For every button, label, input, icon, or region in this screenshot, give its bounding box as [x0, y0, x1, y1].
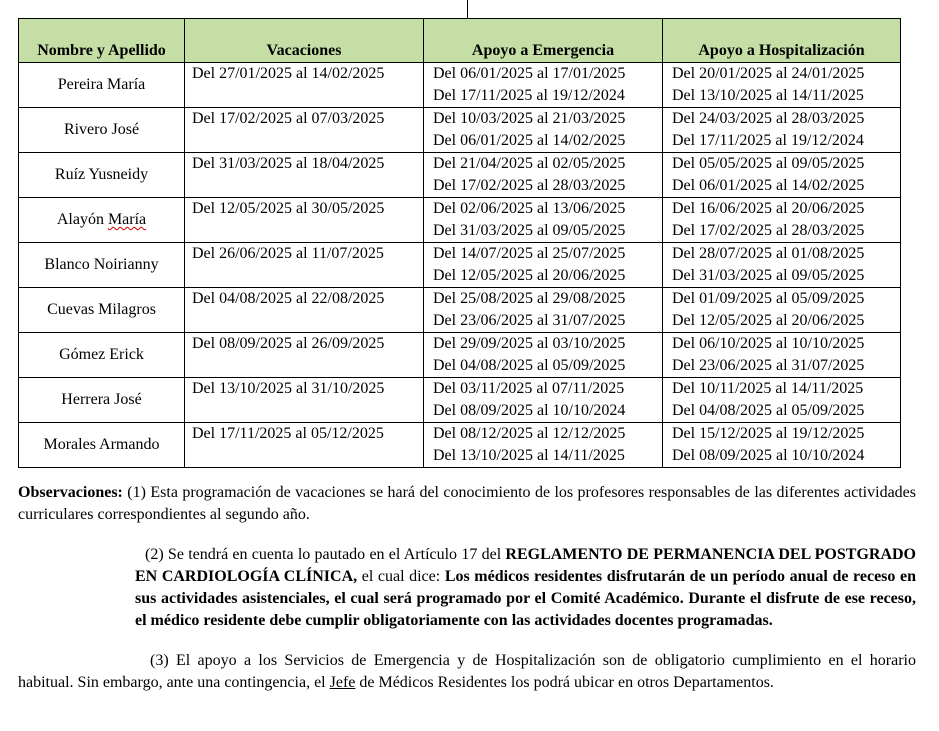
row-emergencia: Del 08/12/2025 al 12/12/2025 Del 13/10/2025 al 14/11/2025	[424, 423, 663, 468]
header-emergencia: Apoyo a Emergencia	[424, 19, 663, 63]
schedule-table	[18, 18, 901, 468]
row-emergencia: Del 10/03/2025 al 21/03/2025 Del 06/01/2025 al 14/02/2025	[424, 108, 663, 153]
observation-3: (3) El apoyo a los Servicios de Emergencia y de Hospitalización son de obligatorio cumplimiento en el horario habitual. Sin embargo, ante una contingencia, el Jefe de Médicos Residentes los podrá ubicar en otros Departamentos.	[18, 652, 916, 691]
regulation-quote: Los médicos residentes disfrutarán de un período anual de receso en sus actividades asistenciales, el cual será programado por el Comité Académico. Durante el disfrute de ese receso, el médico residente debe cumplir obligatoriamente con las actividades docentes programadas.	[135, 568, 916, 629]
row-vacaciones: Del 31/03/2025 al 18/04/2025	[185, 153, 424, 198]
row-name: Ruíz Yusneidy	[19, 153, 185, 198]
table-header-row	[19, 19, 901, 63]
spellcheck-underline: María	[107, 211, 147, 228]
top-divider-line	[467, 0, 468, 18]
row-vacaciones: Del 26/06/2025 al 11/07/2025	[185, 243, 424, 288]
row-name: Blanco Noirianny	[19, 243, 185, 288]
header-vacaciones: Vacaciones	[185, 19, 424, 63]
row-hospitalizacion: Del 06/10/2025 al 10/10/2025 Del 23/06/2025 al 31/07/2025	[663, 333, 901, 378]
header-name: Nombre y Apellido	[19, 19, 185, 63]
table-row	[19, 423, 901, 468]
table-row	[19, 243, 901, 288]
header-hospitalizacion: Apoyo a Hospitalización	[663, 19, 901, 63]
row-vacaciones: Del 17/11/2025 al 05/12/2025	[185, 423, 424, 468]
regulation-title: REGLAMENTO DE PERMANENCIA DEL POSTGRADO EN CARDIOLOGÍA CLÍNICA,	[135, 546, 916, 585]
row-emergencia: Del 03/11/2025 al 07/11/2025 Del 08/09/2025 al 10/10/2024	[424, 378, 663, 423]
row-name: Gómez Erick	[19, 333, 185, 378]
row-name: Alayón María	[19, 198, 185, 243]
row-emergencia: Del 06/01/2025 al 17/01/2025 Del 17/11/2025 al 19/12/2024	[424, 63, 663, 108]
row-hospitalizacion: Del 05/05/2025 al 09/05/2025 Del 06/01/2025 al 14/02/2025	[663, 153, 901, 198]
table-row	[19, 108, 901, 153]
row-hospitalizacion: Del 01/09/2025 al 05/09/2025 Del 12/05/2025 al 20/06/2025	[663, 288, 901, 333]
row-hospitalizacion: Del 24/03/2025 al 28/03/2025 Del 17/11/2025 al 19/12/2024	[663, 108, 901, 153]
row-emergencia: Del 29/09/2025 al 03/10/2025 Del 04/08/2025 al 05/09/2025	[424, 333, 663, 378]
row-emergencia: Del 14/07/2025 al 25/07/2025 Del 12/05/2025 al 20/06/2025	[424, 243, 663, 288]
row-name: Cuevas Milagros	[19, 288, 185, 333]
jefe-underlined: Jefe	[329, 674, 356, 691]
row-name: Herrera José	[19, 378, 185, 423]
row-emergencia: Del 21/04/2025 al 02/05/2025 Del 17/02/2025 al 28/03/2025	[424, 153, 663, 198]
row-hospitalizacion: Del 10/11/2025 al 14/11/2025 Del 04/08/2025 al 05/09/2025	[663, 378, 901, 423]
row-vacaciones: Del 04/08/2025 al 22/08/2025	[185, 288, 424, 333]
row-name: Morales Armando	[19, 423, 185, 468]
row-hospitalizacion: Del 20/01/2025 al 24/01/2025 Del 13/10/2025 al 14/11/2025	[663, 63, 901, 108]
row-vacaciones: Del 17/02/2025 al 07/03/2025	[185, 108, 424, 153]
row-hospitalizacion: Del 16/06/2025 al 20/06/2025 Del 17/02/2025 al 28/03/2025	[663, 198, 901, 243]
observation-1: Observaciones: (1) Esta programación de vacaciones se hará del conocimiento de los profesores responsables de las diferentes actividades curriculares correspondientes al segundo año.	[18, 484, 916, 523]
row-name: Rivero José	[19, 108, 185, 153]
table-row	[19, 333, 901, 378]
row-hospitalizacion: Del 15/12/2025 al 19/12/2025 Del 08/09/2025 al 10/10/2024	[663, 423, 901, 468]
observation-2: (2) Se tendrá en cuenta lo pautado en el Artículo 17 del REGLAMENTO DE PERMANENCIA DEL POSTGRADO EN CARDIOLOGÍA CLÍNICA, el cual dice: Los médicos residentes disfrutarán de un período anual de receso en sus actividades asistenciales, el cual será programado por el Comité Académico. Durante el disfrute de ese receso, el médico residente debe cumplir obligatoriamente con las actividades docentes programadas.	[135, 546, 916, 629]
table-row	[19, 288, 901, 333]
row-name: Pereira María	[19, 63, 185, 108]
table-row	[19, 63, 901, 108]
row-vacaciones: Del 13/10/2025 al 31/10/2025	[185, 378, 424, 423]
table-row	[19, 378, 901, 423]
row-vacaciones: Del 12/05/2025 al 30/05/2025	[185, 198, 424, 243]
observaciones-label: Observaciones:	[18, 484, 123, 501]
table-row	[19, 153, 901, 198]
row-vacaciones: Del 08/09/2025 al 26/09/2025	[185, 333, 424, 378]
row-emergencia: Del 25/08/2025 al 29/08/2025 Del 23/06/2025 al 31/07/2025	[424, 288, 663, 333]
table-row	[19, 198, 901, 243]
row-hospitalizacion: Del 28/07/2025 al 01/08/2025 Del 31/03/2025 al 09/05/2025	[663, 243, 901, 288]
row-emergencia: Del 02/06/2025 al 13/06/2025 Del 31/03/2025 al 09/05/2025	[424, 198, 663, 243]
row-vacaciones: Del 27/01/2025 al 14/02/2025	[185, 63, 424, 108]
